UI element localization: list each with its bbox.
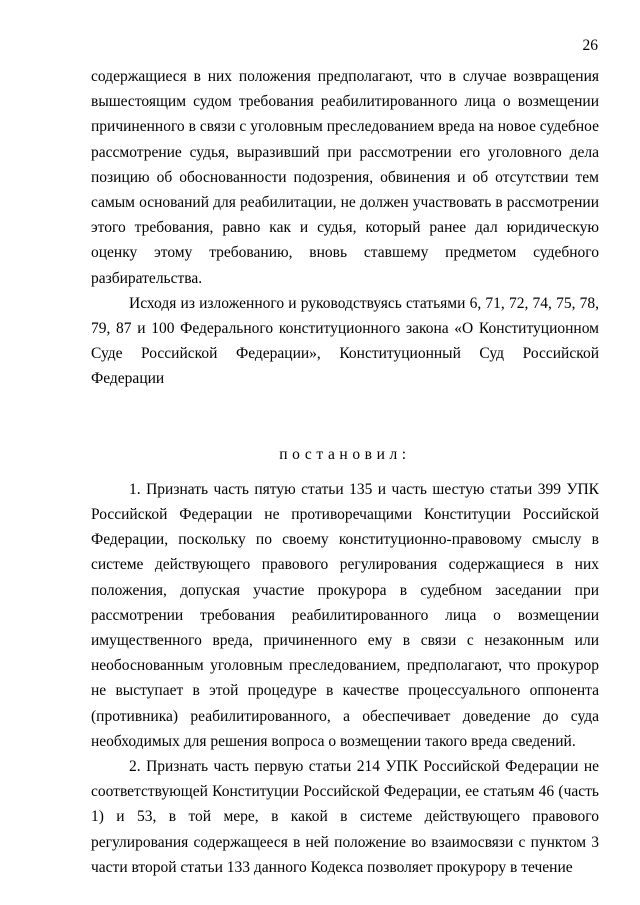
resolution-item-2: 2. Признать часть первую статьи 214 УПК Российской Федерации не соответствующей Конституции Российской Федерации, ее статьям 46 (часть 1) и 53, в той мере, в какой в системе действующего правового регулирования содержащееся в ней положение во взаимосвязи с пунктом 3 части второй статьи 133 данного Кодекса позволяет прокурору в течение (91, 758, 599, 876)
document-body (91, 64, 599, 880)
paragraph-grounds: Исходя из изложенного и руководствуясь статьями 6, 71, 72, 74, 75, 78, 79, 87 и 100 Федерального конституционного закона «О Конституционном Суде Российской Федерации», Конституционный Суд Российской Федерации (91, 294, 599, 388)
paragraph-continuation: содержащиеся в них положения предполагают, что в случае возвращения вышестоящим судом требования реабилитированного лица о возмещении причиненного в связи с уголовным преследованием вреда на новое судебное рассмотрение судья, выразивший при рассмотрении его уголовного дела позицию об обоснованности подозрения, обвинения и об отсутствии тем самым оснований для реабилитации, не должен участвовать в рассмотрении этого требования, равно как и судья, который ранее дал юридическую оценку этому требованию, вновь ставшему предметом судебного разбирательства. (91, 68, 599, 287)
spacer (91, 392, 599, 442)
resolution-heading: постановил: (279, 445, 411, 463)
page-number: 26 (582, 37, 598, 54)
resolution-item-1: 1. Признать часть пятую статьи 135 и часть шестую статьи 399 УПК Российской Федерации не противоречащими Конституции Российской Федерации, поскольку по своему конституционно-правовому смыслу в системе действующего правового регулирования содержащиеся в них положения, допуская участие прокурора в судебном заседании при рассмотрении требования реабилитированного лица о возмещении имущественного вреда, причиненного ему в связи с незаконным или необоснованным уголовным преследованием, предполагают, что прокурор не выступает в этой процедуре в качестве процессуального оппонента (противника) реабилитированного, а обеспечивает доведение до суда необходимых для решения вопроса о возмещении такого вреда сведений. (91, 480, 599, 750)
